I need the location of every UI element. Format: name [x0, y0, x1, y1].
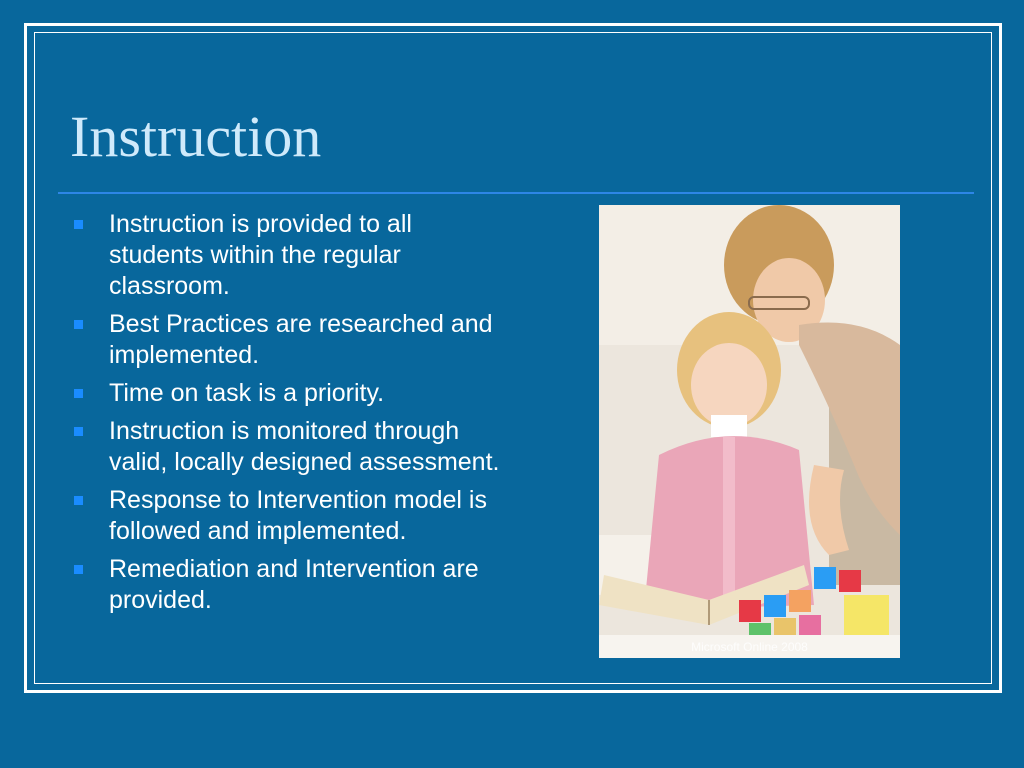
bullet-item: [72, 416, 502, 478]
classroom-photo: [599, 205, 900, 658]
photo-credit: Microsoft Online 2008: [691, 640, 808, 654]
square-bullet-icon: [74, 389, 83, 398]
teacher-reading-with-child-illustration: [599, 205, 900, 658]
bullet-text: Instruction is monitored through valid, locally designed assessment.: [109, 417, 500, 476]
bullet-item: [72, 378, 502, 409]
bullet-text: Instruction is provided to all students within the regular classroom.: [109, 210, 412, 300]
square-bullet-icon: [74, 565, 83, 574]
title-divider: [58, 192, 974, 194]
bullet-item: [72, 554, 502, 616]
square-bullet-icon: [74, 220, 83, 229]
bullet-item: [72, 309, 502, 371]
square-bullet-icon: [74, 320, 83, 329]
bullet-item: [72, 209, 502, 302]
bullet-text: Time on task is a priority.: [109, 379, 385, 407]
bullet-item: [72, 485, 502, 547]
slide-title: Instruction: [70, 104, 322, 169]
bullet-text: Remediation and Intervention are provided.: [109, 555, 479, 614]
bullet-text: Response to Intervention model is followed and implemented.: [109, 486, 487, 545]
square-bullet-icon: [74, 427, 83, 436]
bullet-list: [72, 209, 502, 623]
bullet-text: Best Practices are researched and implemented.: [109, 310, 493, 369]
square-bullet-icon: [74, 496, 83, 505]
